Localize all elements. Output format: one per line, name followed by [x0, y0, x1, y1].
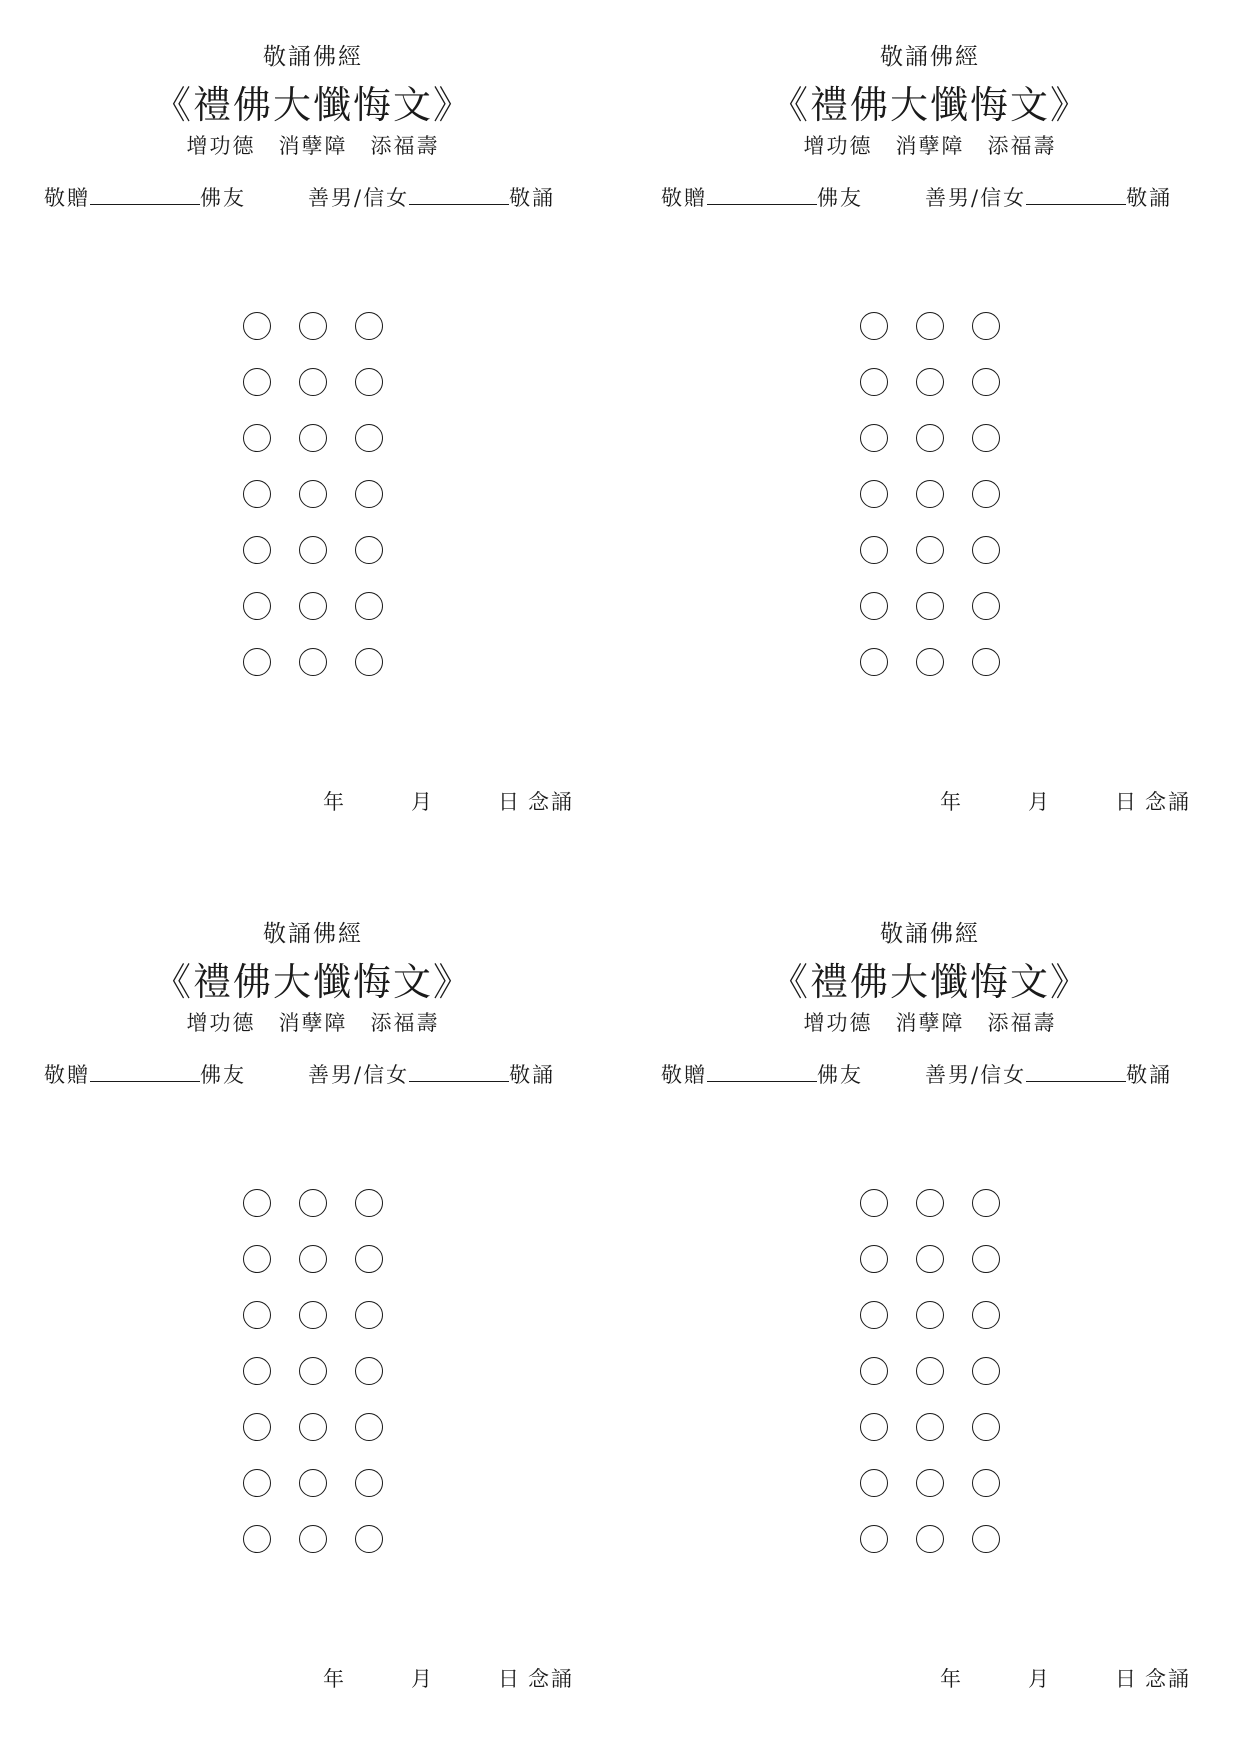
tally-circle[interactable]	[299, 312, 327, 340]
sutra-title: 《禮佛大懺悔文》	[769, 83, 1090, 127]
date-day: 日	[1115, 790, 1136, 814]
tally-circle-grid	[860, 312, 1028, 704]
blessing-line: 增功德 消孽障 添福壽	[186, 1011, 440, 1035]
dedication-friend: 佛友	[200, 1063, 246, 1087]
tally-circle[interactable]	[243, 536, 271, 564]
tally-circle[interactable]	[972, 1357, 1000, 1385]
dedication-prefix: 敬贈	[44, 186, 90, 210]
tally-circle[interactable]	[355, 648, 383, 676]
recipient-blank[interactable]	[90, 1063, 200, 1082]
circle-row	[243, 592, 411, 648]
dedication-friend: 佛友	[817, 186, 863, 210]
tally-circle[interactable]	[916, 1301, 944, 1329]
tally-circle[interactable]	[916, 1525, 944, 1553]
tally-circle[interactable]	[355, 424, 383, 452]
dedication-suffix: 敬誦	[509, 186, 556, 210]
tally-circle[interactable]	[916, 1189, 944, 1217]
dedication-suffix: 敬誦	[509, 1063, 556, 1087]
date-recite: 念誦	[528, 790, 574, 814]
dedication-suffix: 敬誦	[1126, 186, 1173, 210]
tally-circle[interactable]	[916, 312, 944, 340]
date-day: 日	[1115, 1667, 1136, 1691]
tally-circle[interactable]	[299, 480, 327, 508]
card-heading: 敬誦佛經	[880, 44, 980, 70]
card-heading: 敬誦佛經	[263, 921, 363, 947]
circle-row	[860, 1301, 1028, 1357]
dedication-suffix: 敬誦	[1126, 1063, 1173, 1087]
date-month: 月	[411, 1667, 432, 1691]
circle-row	[860, 1413, 1028, 1469]
reciter-blank[interactable]	[409, 1063, 509, 1082]
tally-circle[interactable]	[299, 648, 327, 676]
tally-circle[interactable]	[243, 1301, 271, 1329]
circle-row	[243, 424, 411, 480]
tally-circle[interactable]	[860, 648, 888, 676]
tally-circle[interactable]	[299, 1357, 327, 1385]
tally-circle[interactable]	[299, 1245, 327, 1273]
sutra-card-bottom-right	[650, 877, 1210, 1737]
tally-circle[interactable]	[243, 1469, 271, 1497]
tally-circle[interactable]	[355, 1357, 383, 1385]
sutra-title: 《禮佛大懺悔文》	[769, 960, 1090, 1004]
tally-circle[interactable]	[916, 592, 944, 620]
tally-circle[interactable]	[972, 1245, 1000, 1273]
circle-row	[860, 1357, 1028, 1413]
tally-circle[interactable]	[355, 368, 383, 396]
tally-circle[interactable]	[916, 1469, 944, 1497]
tally-circle[interactable]	[243, 1525, 271, 1553]
tally-circle[interactable]	[860, 424, 888, 452]
tally-circle[interactable]	[916, 424, 944, 452]
date-year: 年	[940, 1667, 961, 1691]
reciter-blank[interactable]	[1026, 1063, 1126, 1082]
circle-row	[860, 1525, 1028, 1581]
tally-circle[interactable]	[916, 368, 944, 396]
date-year: 年	[940, 790, 961, 814]
circle-row	[860, 424, 1028, 480]
tally-circle[interactable]	[355, 1189, 383, 1217]
tally-circle[interactable]	[243, 1245, 271, 1273]
tally-circle[interactable]	[243, 592, 271, 620]
tally-circle[interactable]	[972, 648, 1000, 676]
tally-circle[interactable]	[860, 1189, 888, 1217]
sutra-card-top-left	[33, 0, 593, 860]
circle-row	[860, 312, 1028, 368]
dedication-line	[661, 1059, 1172, 1089]
sutra-title: 《禮佛大懺悔文》	[152, 960, 473, 1004]
tally-circle[interactable]	[972, 480, 1000, 508]
circle-row	[860, 648, 1028, 704]
tally-circle[interactable]	[972, 536, 1000, 564]
tally-circle[interactable]	[860, 480, 888, 508]
tally-circle[interactable]	[916, 480, 944, 508]
card-heading: 敬誦佛經	[263, 44, 363, 70]
tally-circle-grid	[243, 1189, 411, 1581]
circle-row	[243, 1245, 411, 1301]
tally-circle[interactable]	[299, 368, 327, 396]
tally-circle[interactable]	[299, 592, 327, 620]
blessing-line: 增功德 消孽障 添福壽	[803, 1011, 1057, 1035]
circle-row	[243, 1301, 411, 1357]
tally-circle[interactable]	[860, 592, 888, 620]
dedication-prefix: 敬贈	[661, 186, 707, 210]
tally-circle[interactable]	[860, 312, 888, 340]
dedication-gender: 善男/信女	[308, 1063, 410, 1087]
tally-circle[interactable]	[355, 1301, 383, 1329]
circle-row	[243, 1357, 411, 1413]
blessing-line: 增功德 消孽障 添福壽	[186, 134, 440, 158]
tally-circle[interactable]	[243, 312, 271, 340]
sutra-card-top-right	[650, 0, 1210, 860]
dedication-friend: 佛友	[200, 186, 246, 210]
dedication-gender: 善男/信女	[925, 1063, 1027, 1087]
tally-circle[interactable]	[355, 1245, 383, 1273]
tally-circle[interactable]	[972, 1301, 1000, 1329]
dedication-prefix: 敬贈	[44, 1063, 90, 1087]
circle-row	[860, 1245, 1028, 1301]
date-month: 月	[1028, 1667, 1049, 1691]
recipient-blank[interactable]	[90, 186, 200, 205]
tally-circle[interactable]	[860, 1357, 888, 1385]
tally-circle[interactable]	[972, 1469, 1000, 1497]
tally-circle[interactable]	[972, 312, 1000, 340]
tally-circle[interactable]	[299, 1525, 327, 1553]
tally-circle[interactable]	[916, 1357, 944, 1385]
recipient-blank[interactable]	[707, 1063, 817, 1082]
circle-row	[860, 592, 1028, 648]
circle-row	[860, 1189, 1028, 1245]
tally-circle[interactable]	[916, 648, 944, 676]
circle-row	[243, 312, 411, 368]
tally-circle[interactable]	[243, 480, 271, 508]
tally-circle[interactable]	[972, 424, 1000, 452]
tally-circle[interactable]	[860, 536, 888, 564]
tally-circle[interactable]	[243, 648, 271, 676]
date-day: 日	[498, 1667, 519, 1691]
circle-row	[243, 536, 411, 592]
tally-circle[interactable]	[860, 368, 888, 396]
tally-circle[interactable]	[243, 368, 271, 396]
tally-circle[interactable]	[355, 1525, 383, 1553]
tally-circle[interactable]	[355, 536, 383, 564]
tally-circle[interactable]	[916, 536, 944, 564]
tally-circle[interactable]	[972, 1525, 1000, 1553]
tally-circle-grid	[243, 312, 411, 704]
tally-circle[interactable]	[972, 592, 1000, 620]
tally-circle[interactable]	[972, 368, 1000, 396]
dedication-line	[44, 1059, 555, 1089]
dedication-gender: 善男/信女	[925, 186, 1027, 210]
tally-circle[interactable]	[860, 1245, 888, 1273]
date-recite: 念誦	[1145, 1667, 1191, 1691]
dedication-friend: 佛友	[817, 1063, 863, 1087]
circle-row	[860, 368, 1028, 424]
circle-row	[243, 1469, 411, 1525]
circle-row	[243, 1413, 411, 1469]
dedication-prefix: 敬贈	[661, 1063, 707, 1087]
tally-circle[interactable]	[355, 592, 383, 620]
date-year: 年	[323, 1667, 344, 1691]
sutra-card-bottom-left	[33, 877, 593, 1737]
dedication-gender: 善男/信女	[308, 186, 410, 210]
date-recite: 念誦	[528, 1667, 574, 1691]
recipient-blank[interactable]	[707, 186, 817, 205]
tally-circle[interactable]	[916, 1245, 944, 1273]
circle-row	[243, 1189, 411, 1245]
tally-circle-grid	[860, 1189, 1028, 1581]
blessing-line: 增功德 消孽障 添福壽	[803, 134, 1057, 158]
dedication-line	[44, 182, 555, 212]
date-day: 日	[498, 790, 519, 814]
tally-circle[interactable]	[355, 480, 383, 508]
sutra-title: 《禮佛大懺悔文》	[152, 83, 473, 127]
tally-circle[interactable]	[355, 1469, 383, 1497]
tally-circle[interactable]	[299, 536, 327, 564]
circle-row	[243, 1525, 411, 1581]
tally-circle[interactable]	[972, 1413, 1000, 1441]
date-month: 月	[411, 790, 432, 814]
circle-row	[243, 368, 411, 424]
tally-circle[interactable]	[355, 312, 383, 340]
circle-row	[860, 480, 1028, 536]
tally-circle[interactable]	[243, 1357, 271, 1385]
tally-circle[interactable]	[243, 424, 271, 452]
circle-row	[243, 480, 411, 536]
tally-circle[interactable]	[299, 1469, 327, 1497]
reciter-blank[interactable]	[409, 186, 509, 205]
card-heading: 敬誦佛經	[880, 921, 980, 947]
tally-circle[interactable]	[299, 424, 327, 452]
dedication-line	[661, 182, 1172, 212]
tally-circle[interactable]	[860, 1525, 888, 1553]
tally-circle[interactable]	[355, 1413, 383, 1441]
date-month: 月	[1028, 790, 1049, 814]
date-recite: 念誦	[1145, 790, 1191, 814]
tally-circle[interactable]	[299, 1413, 327, 1441]
tally-circle[interactable]	[243, 1189, 271, 1217]
circle-row	[243, 648, 411, 704]
circle-row	[860, 1469, 1028, 1525]
circle-row	[860, 536, 1028, 592]
tally-circle[interactable]	[916, 1413, 944, 1441]
tally-circle[interactable]	[299, 1301, 327, 1329]
tally-circle[interactable]	[243, 1413, 271, 1441]
tally-circle[interactable]	[860, 1301, 888, 1329]
tally-circle[interactable]	[860, 1413, 888, 1441]
date-year: 年	[323, 790, 344, 814]
tally-circle[interactable]	[972, 1189, 1000, 1217]
reciter-blank[interactable]	[1026, 186, 1126, 205]
tally-circle[interactable]	[299, 1189, 327, 1217]
tally-circle[interactable]	[860, 1469, 888, 1497]
